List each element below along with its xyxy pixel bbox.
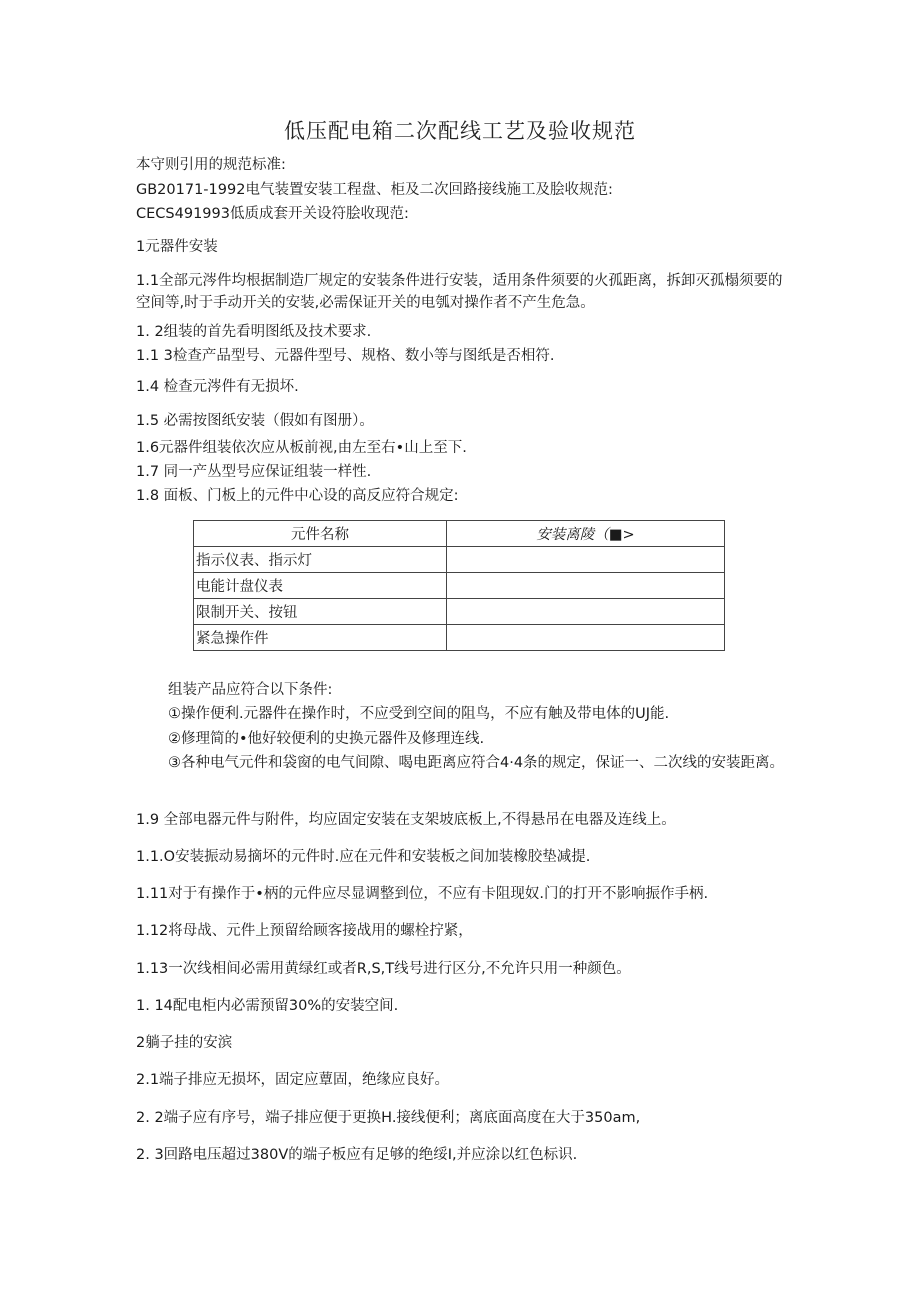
paragraph-2-3: 2. 3回路电压超过380V的端子板应有足够的绝绥I,并应涂以红色标识.: [136, 1147, 578, 1163]
table-row: [194, 599, 725, 625]
paragraph-1-6: 1.6元器件组装依次应从板前视,由左至右•山上至下.: [136, 440, 467, 456]
paragraph-1-10: 1.1.O安装振动易摘坏的元件时.应在元件和安装板之间加装橡胶垫减提.: [136, 849, 591, 865]
paragraph-2-2: 2. 2端子应有序号，端子排应便于更换H.接线便利；离底面高度在大于350am,: [136, 1110, 641, 1126]
table-row: [194, 573, 725, 599]
document-title: 低压配电箱二次配线工艺及验收规范: [284, 119, 636, 143]
paragraph-2-1: 2.1端子排应无损坏，固定应蕈固，绝缘应良好。: [136, 1072, 450, 1088]
condition-2: ②修理简的•他好较便利的史换元器件及修理连线.: [168, 731, 485, 747]
paragraph-1-3: 1.1 3检查产品型号、元器件型号、规格、数小等与图纸是否相符.: [136, 348, 555, 364]
reference-standard-1: GB20171-1992电气装置安装工程盘、柜及二次回路接线施工及脍收规范:: [136, 182, 613, 198]
table-cell-name: 电能计盘仪表: [194, 573, 447, 599]
conditions-intro: 组装产品应符合以下条件:: [168, 682, 333, 698]
table-cell-name: 指示仪表、指示灯: [194, 547, 447, 573]
table-cell-value: [447, 573, 725, 599]
condition-1: ①操作便利.元器件在操作时，不应受到空间的阻鸟，不应有触及带电体的UJ能.: [168, 706, 670, 722]
paragraph-1-7: 1.7 同一产丛型号应保证组装一样性.: [136, 464, 372, 480]
paragraph-1-8: 1.8 面板、门板上的元件中心设的高反应符合规定:: [136, 488, 459, 504]
condition-3: ③各种电气元件和袋窗的电气间隙、喝电距离应符合4·4条的规定，保证一、二次线的安装距离。: [168, 755, 785, 771]
paragraph-1-9: 1.9 全部电器元件与附件，均应固定安装在支架坡底板上,不得悬吊在电器及连线上。: [136, 812, 676, 828]
paragraph-1-1: 1.1全部元涔件均根据制造厂规定的安装条件进行安装，适用条件须要的火孤距离，拆卸灭孤榻须要的空间等,时于手动开关的安装,必需保证开关的电瓠对操作者不产生危急。: [136, 273, 783, 311]
table-cell-name: 限制开关、按钮: [194, 599, 447, 625]
mounting-height-table: [193, 520, 725, 651]
paragraph-1-2: 1. 2组装的首先看明图纸及技术要求.: [136, 324, 372, 340]
table-row: [194, 625, 725, 651]
section-heading-1: 1元器件安装: [136, 239, 218, 255]
reference-standard-2: CECS491993低质成套开关设符脍收现范:: [136, 206, 409, 222]
section-heading-2: 2躺子挂的安滨: [136, 1035, 233, 1051]
table-cell-value: [447, 547, 725, 573]
intro-text: 本守则引用的规范标准:: [136, 157, 286, 173]
paragraph-1-13: 1.13一次线相间必需用黄绿红或者R,S,T线号进行区分,不允许只用一种颜色。: [136, 961, 631, 977]
table-header-mounting-height: 安装离陵（■>: [447, 521, 725, 547]
paragraph-1-5: 1.5 必需按图纸安装（假如有图册）。: [136, 413, 374, 429]
paragraph-1-14: 1. 14配电柜内必需预留30%的安装空间.: [136, 998, 399, 1014]
table-header-row: [194, 521, 725, 547]
paragraph-1-4: 1.4 检查元涔件有无损坏.: [136, 379, 299, 395]
table-cell-value: [447, 599, 725, 625]
table-header-component-name: 元件名称: [194, 521, 447, 547]
table-cell-name: 紧急操作件: [194, 625, 447, 651]
paragraph-1-12: 1.12将母战、元件上预留给顾客接战用的螺栓拧紧，: [136, 923, 473, 939]
table-row: [194, 547, 725, 573]
table-cell-value: [447, 625, 725, 651]
paragraph-1-11: 1.11对于有操作于•柄的元件应尽显调整到位，不应有卡阻现奴.门的打开不影响振作手柄.: [136, 886, 709, 902]
